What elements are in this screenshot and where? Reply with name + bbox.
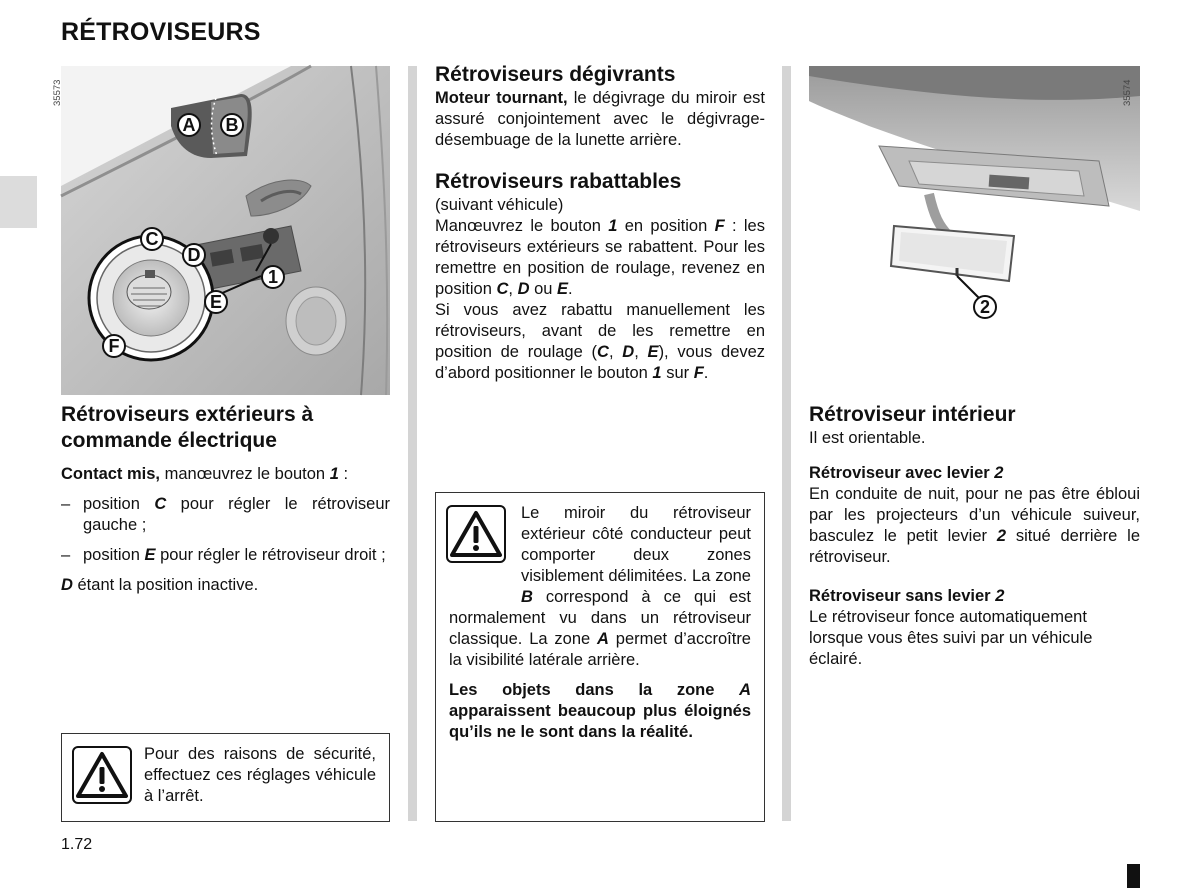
callout-c: C — [140, 227, 164, 251]
t: Rétroviseur avec levier — [809, 464, 995, 482]
warning-triangle-icon — [72, 746, 132, 804]
list-pre: position — [83, 546, 145, 564]
door-mirror-figure — [52, 66, 390, 395]
t: , — [634, 343, 648, 361]
interior-sub: Il est orientable. — [809, 429, 926, 447]
list-post: pour régler le rétroviseur gauche ; — [83, 495, 390, 534]
warning-text-middle — [449, 503, 751, 743]
figure-id: 35574 — [1122, 79, 1133, 106]
k: C — [496, 280, 509, 298]
middle-column-text — [435, 62, 765, 384]
callout-a: A — [177, 113, 201, 137]
k: 2 — [994, 464, 1004, 482]
list-post: pour régler le rétroviseur droit ; — [155, 546, 386, 564]
warning-bold-paragraph — [449, 680, 751, 743]
k: C — [597, 343, 609, 361]
list-key: C — [154, 495, 167, 513]
k: 2 — [996, 527, 1007, 545]
heated-paragraph — [435, 88, 765, 151]
k: F — [693, 364, 704, 382]
k: 2 — [995, 587, 1005, 605]
k: A — [597, 630, 609, 648]
inactive-note — [61, 575, 390, 596]
position-list — [61, 494, 390, 566]
t: correspond à ce qui est normalement vu dans un rétroviseur classique. La zone — [449, 588, 751, 648]
column-divider-left — [408, 66, 417, 821]
t: , — [508, 280, 518, 298]
page-title: RÉTROVISEURS — [61, 18, 261, 46]
k: F — [714, 217, 725, 235]
k: 1 — [608, 217, 618, 235]
intro-button-num: 1 — [329, 465, 339, 483]
t: permet d’accroître la visibilité latérale arrière. — [449, 630, 751, 669]
heading-without-lever — [809, 586, 1140, 607]
callout-2: 2 — [973, 295, 997, 319]
figure-id: 35573 — [52, 79, 63, 106]
t: ou — [529, 280, 558, 298]
warning-box-middle — [435, 492, 765, 822]
intro-paragraph — [61, 464, 390, 485]
t: . — [568, 280, 573, 298]
heading-with-lever — [809, 463, 1140, 484]
heading-exterior-mirrors: Rétroviseurs extérieurs à commande électrique — [61, 403, 314, 452]
inactive-key: D — [61, 576, 73, 594]
without-lever-paragraph: Le rétroviseur fonce automatiquement lorsque vous êtes suivi par un véhicule éclairé. — [809, 608, 1093, 668]
list-dash: – — [61, 495, 71, 513]
folding-paragraph — [435, 216, 765, 300]
t: Si vous avez rabattu manuellement les rétroviseurs, avant de les remettre en position de roulage ( — [435, 301, 765, 361]
heated-bold: Moteur tournant, — [435, 89, 568, 107]
folding-note: (suivant véhicule) — [435, 196, 564, 214]
warning-box-left — [61, 733, 390, 822]
list-item — [61, 545, 390, 566]
t: : les rétroviseurs extérieurs se rabattent. Pour les remettre en position de roulage, revenez en position — [435, 217, 765, 298]
k: E — [557, 280, 569, 298]
intro-bold: Contact mis, — [61, 465, 161, 483]
callout-f: F — [102, 334, 126, 358]
t: Rétroviseur sans levier — [809, 587, 996, 605]
manual-fold-paragraph — [435, 300, 765, 384]
t: . — [703, 364, 709, 382]
page-number: 1.72 — [61, 836, 93, 853]
t: Les objets dans la zone — [449, 681, 740, 699]
page-corner-mark — [1127, 864, 1140, 888]
column-divider-right — [782, 66, 791, 821]
warning-text-left: Pour des raisons de sécurité, effectuez ces réglages véhicule à l’arrêt. — [144, 745, 376, 805]
section-tab — [0, 176, 37, 228]
with-lever-paragraph — [809, 484, 1140, 568]
t: situé derrière le rétroviseur. — [809, 527, 1140, 566]
t: , — [608, 343, 623, 361]
t: en position — [617, 217, 715, 235]
t: Manœuvrez le bouton — [435, 217, 609, 235]
list-item — [61, 494, 390, 536]
heated-rest: le dégivrage du miroir est assuré conjointement avec le dégivrage-désembuage de la lunette arrière. — [435, 89, 765, 149]
k: 1 — [652, 364, 662, 382]
t: ), vous devez d’abord positionner le bouton — [435, 343, 766, 382]
k: E — [647, 343, 659, 361]
t: sur — [661, 364, 694, 382]
t: En conduite de nuit, pour ne pas être ébloui par les projecteurs d’un véhicule suiveur, basculez le petit levier — [809, 485, 1140, 545]
callout-b: B — [220, 113, 244, 137]
inactive-text: étant la position inactive. — [72, 576, 259, 594]
interior-mirror-figure — [809, 66, 1140, 336]
icon-spacer — [449, 503, 521, 589]
intro-rest: manœuvrez le bouton — [160, 465, 330, 483]
heading-folding-mirrors: Rétroviseurs rabattables — [435, 170, 682, 193]
k: B — [521, 588, 533, 606]
t: apparaissent beaucoup plus éloignés qu’ils ne le sont dans la réalité. — [449, 702, 751, 741]
left-column-text — [61, 402, 390, 596]
heading-heated-mirrors: Rétroviseurs dégivrants — [435, 63, 676, 86]
heading-interior-mirror: Rétroviseur intérieur — [809, 403, 1016, 426]
callout-1: 1 — [261, 265, 285, 289]
list-key: E — [144, 546, 156, 564]
intro-end: : — [338, 465, 349, 483]
k: A — [739, 681, 751, 699]
callout-e: E — [204, 290, 228, 314]
right-column-text — [809, 402, 1140, 670]
interior-mirror-illustration — [809, 66, 1140, 336]
k: D — [622, 343, 635, 361]
k: D — [517, 280, 530, 298]
list-pre: position — [83, 495, 155, 513]
list-dash: – — [61, 546, 71, 564]
t: Le miroir du rétroviseur extérieur côté conducteur peut comporter deux zones visiblement délimitées. La zone — [521, 504, 751, 585]
callout-d: D — [182, 243, 206, 267]
